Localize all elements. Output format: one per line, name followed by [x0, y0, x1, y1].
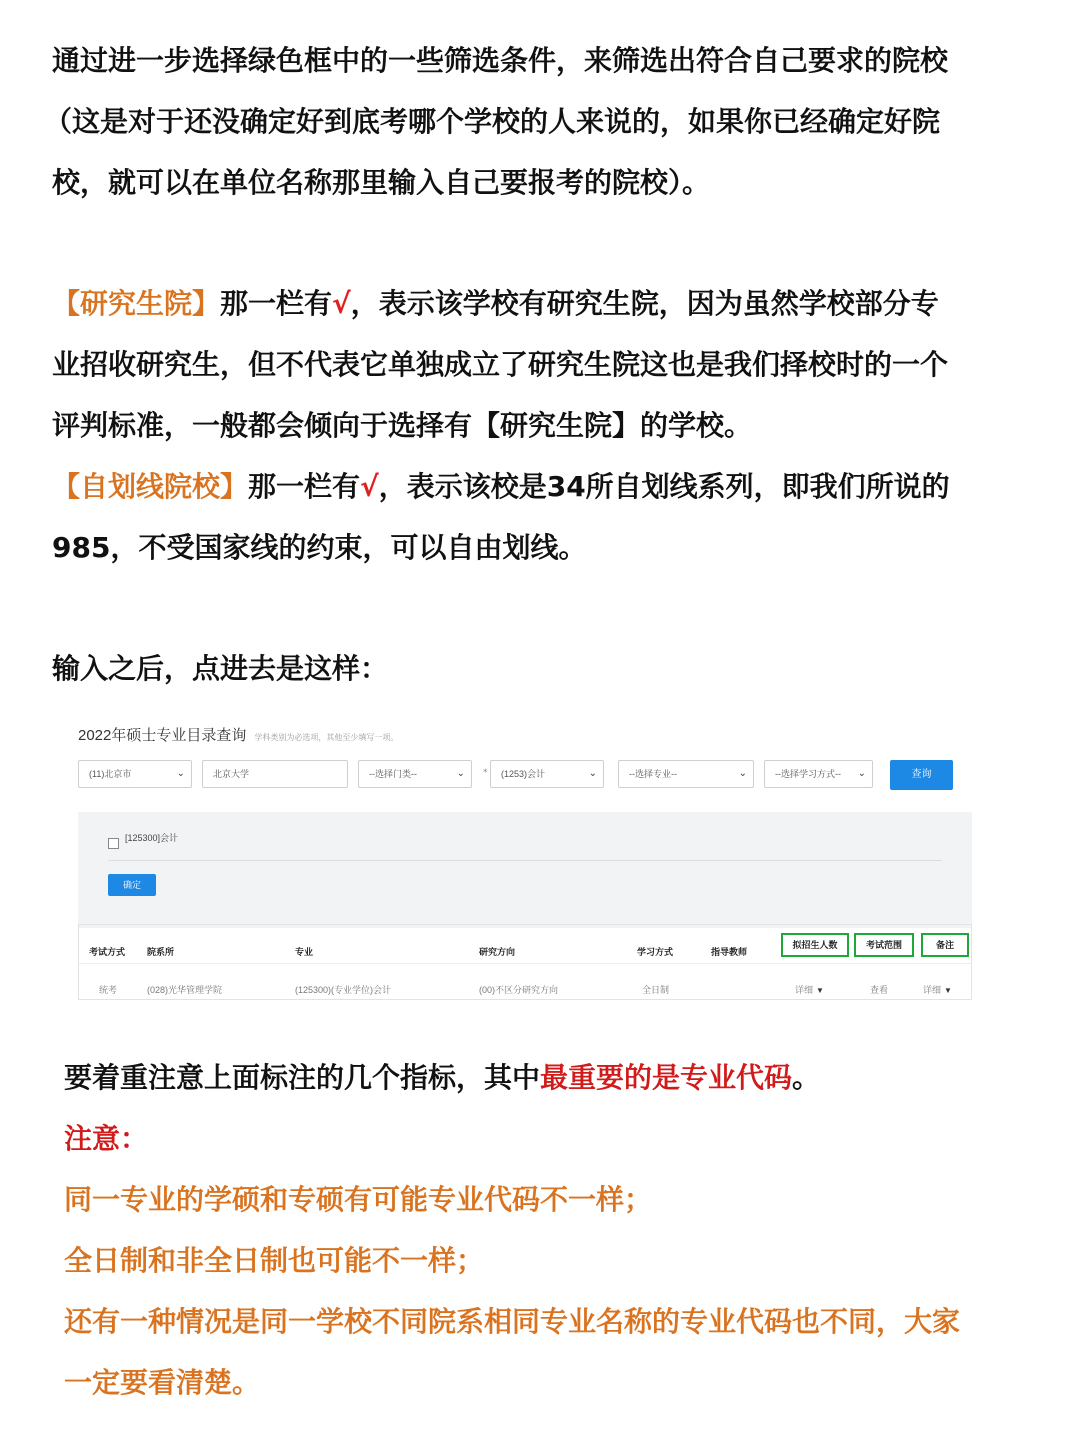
major-checkbox-label: [125300]会计 [125, 833, 179, 843]
category-value: --选择门类-- [369, 769, 417, 779]
header-direction: 研究方向 [479, 947, 516, 957]
subject-select[interactable] [490, 760, 604, 788]
query-button[interactable]: 查询 [890, 760, 953, 790]
enroll-detail-link[interactable] [795, 983, 824, 996]
grad-school-tag: 【研究生院】 [52, 287, 221, 320]
result-filter-panel [78, 812, 972, 928]
divider [79, 963, 971, 964]
check-mark: √ [332, 287, 351, 320]
unit-value: 北京大学 [213, 769, 250, 779]
major-checkbox[interactable] [108, 838, 119, 849]
cell-dept: (028)光华管理学院 [147, 985, 223, 995]
note-detail-label: 详细 [923, 985, 942, 995]
check-mark: √ [360, 470, 379, 503]
study-mode-value: --选择学习方式-- [775, 769, 841, 779]
province-select[interactable] [78, 760, 192, 788]
cell-exam: 统考 [99, 985, 118, 995]
grad-school-line-3: 评判标准，一般都会倾向于选择有【研究生院】的学校。 [52, 409, 753, 442]
study-mode-select[interactable] [764, 760, 873, 788]
cell-major: (125300)(专业学位)会计 [295, 985, 392, 995]
header-enroll-highlighted: 拟招生人数 [781, 933, 849, 957]
cell-direction: (00)不区分研究方向 [479, 985, 559, 995]
chevron-down-icon: ⌄ [738, 768, 747, 779]
self-line-text: ，表示该校是34所自划线系列，即我们所说的 [378, 470, 950, 503]
intro-line-1: 通过进一步选择绿色框中的一些筛选条件，来筛选出符合自己要求的院校 [52, 44, 949, 77]
notice-line-a [64, 1047, 1044, 1108]
notice-item-3a: 还有一种情况是同一学校不同院系相同专业名称的专业代码也不同，大家 [64, 1305, 961, 1338]
category-select[interactable] [358, 760, 472, 788]
self-line-line-2: 985，不受国家线的约束，可以自由划线。 [52, 531, 587, 564]
self-line-text: 那一栏有 [248, 470, 361, 503]
grad-school-paragraph [52, 273, 1032, 578]
chevron-down-icon: ⌄ [456, 768, 465, 779]
province-value: (11)北京市 [89, 769, 132, 779]
catalog-query-screenshot [78, 718, 976, 1008]
note-detail-link[interactable] [923, 983, 952, 996]
chevron-down-icon: ⌄ [176, 768, 185, 779]
header-mode: 学习方式 [637, 947, 674, 957]
query-title-text: 2022年硕士专业目录查询 [78, 727, 247, 744]
intro-line-3: 校，就可以在单位名称那里输入自己要报考的院校）。 [52, 166, 711, 199]
caret-down-icon: ▼ [944, 986, 952, 995]
notice-item-1: 同一专业的学硕和专硕有可能专业代码不一样； [64, 1183, 653, 1216]
enroll-detail-label: 详细 [795, 985, 814, 995]
header-scope-highlighted: 考试范围 [854, 933, 914, 957]
major-value: --选择专业-- [629, 769, 677, 779]
query-title [78, 724, 398, 745]
self-line-line-1 [52, 456, 1032, 517]
notice-highlight: 最重要的是专业代码 [540, 1061, 793, 1094]
grad-school-text: ，表示该学校有研究生院，因为虽然学校部分专 [350, 287, 939, 320]
subject-value: (1253)会计 [501, 769, 546, 779]
notice-title: 注意： [64, 1122, 149, 1155]
header-dept: 院系所 [147, 947, 175, 957]
major-select[interactable] [618, 760, 754, 788]
chevron-down-icon: ⌄ [857, 768, 866, 779]
header-note-highlighted: 备注 [921, 933, 969, 957]
notice-item-3b: 一定要看清楚。 [64, 1366, 261, 1399]
intro-line-2: （这是对于还没确定好到底考哪个学校的人来说的，如果你已经确定好院 [44, 105, 941, 138]
required-mark: * [483, 768, 488, 778]
confirm-button[interactable]: 确定 [108, 874, 156, 896]
chevron-down-icon: ⌄ [588, 768, 597, 779]
header-exam: 考试方式 [89, 947, 126, 957]
unit-input[interactable] [202, 760, 348, 788]
results-table [78, 924, 972, 1000]
caret-down-icon: ▼ [816, 986, 824, 995]
header-advisor: 指导教师 [711, 947, 748, 957]
after-input-text: 输入之后，点进去是这样： [52, 652, 389, 685]
divider [108, 860, 942, 861]
intro-paragraph [44, 30, 1032, 213]
self-line-tag: 【自划线院校】 [52, 470, 249, 503]
notice-item-2: 全日制和非全日制也可能不一样； [64, 1244, 485, 1277]
notice-section [64, 1047, 1044, 1413]
grad-school-text: 那一栏有 [220, 287, 333, 320]
grad-school-line-1 [52, 273, 1032, 334]
header-major: 专业 [295, 947, 314, 957]
cell-mode: 全日制 [642, 985, 670, 995]
scope-view-link[interactable]: 查看 [870, 985, 889, 995]
grad-school-line-2: 业招收研究生，但不代表它单独成立了研究生院这也是我们择校时的一个 [52, 348, 949, 381]
notice-text: 要着重注意上面标注的几个指标，其中 [64, 1061, 541, 1094]
notice-text: 。 [792, 1061, 821, 1094]
query-hint: 学科类别为必选项，其他至少填写一项。 [254, 733, 399, 742]
